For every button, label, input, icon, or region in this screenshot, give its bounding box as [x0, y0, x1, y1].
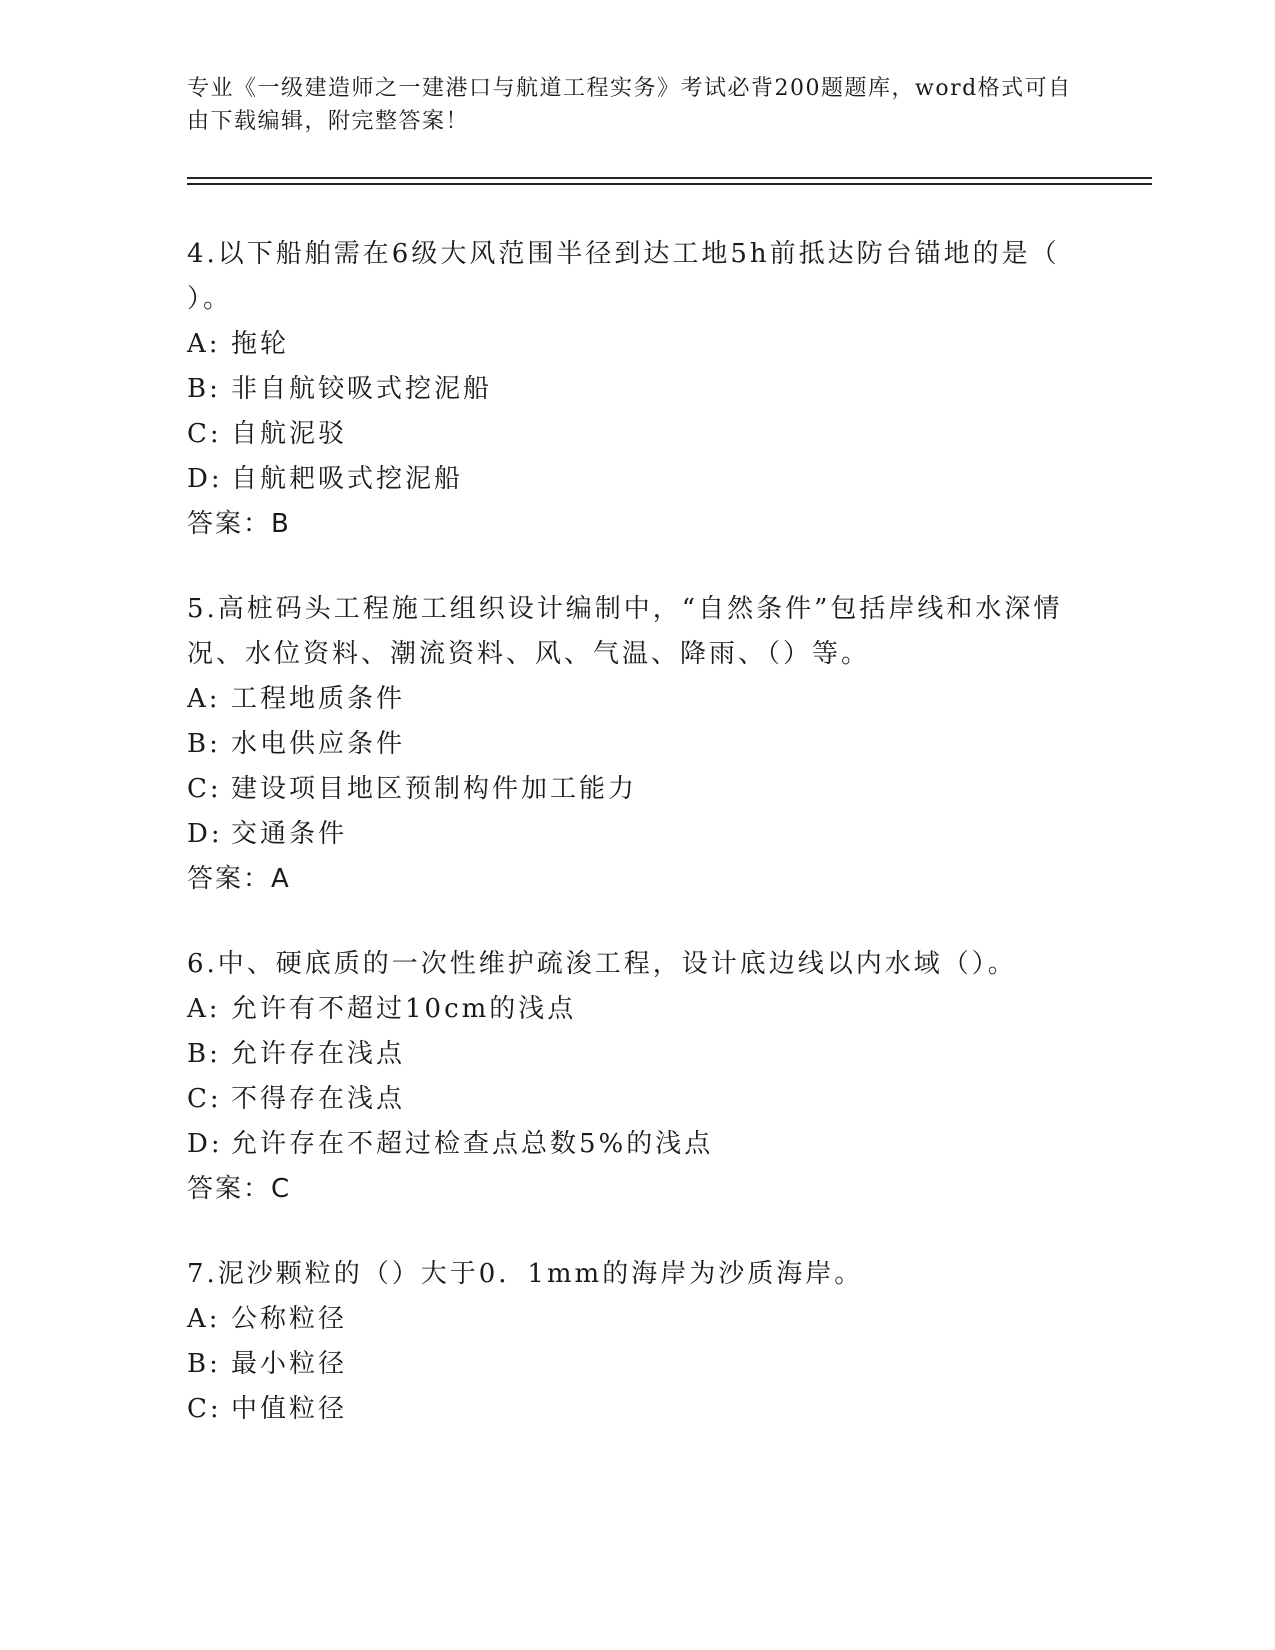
- option-key: C:: [187, 419, 222, 449]
- option-text: 交通条件: [231, 819, 348, 849]
- header-rule-bottom: [187, 183, 1152, 185]
- question-stem: 7.泥沙颗粒的（）大于0．1mm的海岸为沙质海岸。: [187, 1259, 864, 1289]
- answer-line: 答案：C: [187, 1174, 292, 1204]
- question-stem: 6.中、硬底质的一次性维护疏浚工程，设计底边线以内水域（）。: [187, 949, 1017, 979]
- question-7: [187, 1252, 1087, 1432]
- option-key: B:: [187, 1349, 221, 1379]
- option-c: [187, 1077, 1087, 1122]
- option-d: [187, 812, 1087, 857]
- option-key: D:: [187, 1129, 223, 1159]
- option-a: [187, 987, 1087, 1032]
- option-key: B:: [187, 374, 221, 404]
- option-key: C:: [187, 774, 222, 804]
- option-key: A:: [187, 1304, 221, 1334]
- question-list: [187, 232, 1087, 1472]
- option-text: 公称粒径: [231, 1304, 348, 1334]
- answer-line: 答案：A: [187, 864, 291, 894]
- answer-line: 答案：B: [187, 509, 291, 539]
- option-text: 自航耙吸式挖泥船: [231, 464, 464, 494]
- option-key: A:: [187, 684, 221, 714]
- option-c: [187, 412, 1087, 457]
- option-d: [187, 457, 1087, 502]
- option-key: D:: [187, 819, 223, 849]
- document-header-text: 专业《一级建造师之一建港口与航道工程实务》考试必背200题题库，word格式可自由下载编辑，附完整答案！: [187, 76, 1072, 134]
- option-a: [187, 1297, 1087, 1342]
- option-a: [187, 677, 1087, 722]
- option-key: A:: [187, 329, 221, 359]
- header-rule-top: [187, 177, 1152, 179]
- option-c: [187, 1387, 1087, 1432]
- option-b: [187, 722, 1087, 767]
- question-5: [187, 587, 1087, 902]
- option-key: C:: [187, 1084, 222, 1114]
- option-text: 工程地质条件: [231, 684, 406, 714]
- question-stem: 5.高桩码头工程施工组织设计编制中，“自然条件”包括岸线和水深情况、水位资料、潮流资料、风、气温、降雨、（）等。: [187, 594, 1063, 669]
- option-b: [187, 1032, 1087, 1077]
- option-text: 水电供应条件: [231, 729, 406, 759]
- question-6: [187, 942, 1087, 1212]
- option-text: 不得存在浅点: [231, 1084, 406, 1114]
- option-text: 建设项目地区预制构件加工能力: [231, 774, 638, 804]
- option-text: 允许存在浅点: [231, 1039, 406, 1069]
- option-text: 中值粒径: [231, 1394, 348, 1424]
- option-text: 最小粒径: [231, 1349, 348, 1379]
- question-stem: 4.以下船舶需在6级大风范围半径到达工地5h前抵达防台锚地的是（ ）。: [187, 239, 1060, 314]
- option-key: B:: [187, 1039, 221, 1069]
- option-key: C:: [187, 1394, 222, 1424]
- option-key: D:: [187, 464, 223, 494]
- option-text: 非自航铰吸式挖泥船: [231, 374, 493, 404]
- option-b: [187, 1342, 1087, 1387]
- option-b: [187, 367, 1087, 412]
- option-a: [187, 322, 1087, 367]
- option-text: 自航泥驳: [231, 419, 348, 449]
- option-c: [187, 767, 1087, 812]
- option-text: 拖轮: [231, 329, 290, 359]
- option-key: A:: [187, 994, 221, 1024]
- option-d: [187, 1122, 1087, 1167]
- question-4: [187, 232, 1087, 547]
- option-text: 允许存在不超过检查点总数5%的浅点: [231, 1129, 714, 1159]
- option-text: 允许有不超过10cm的浅点: [231, 994, 577, 1024]
- option-key: B:: [187, 729, 221, 759]
